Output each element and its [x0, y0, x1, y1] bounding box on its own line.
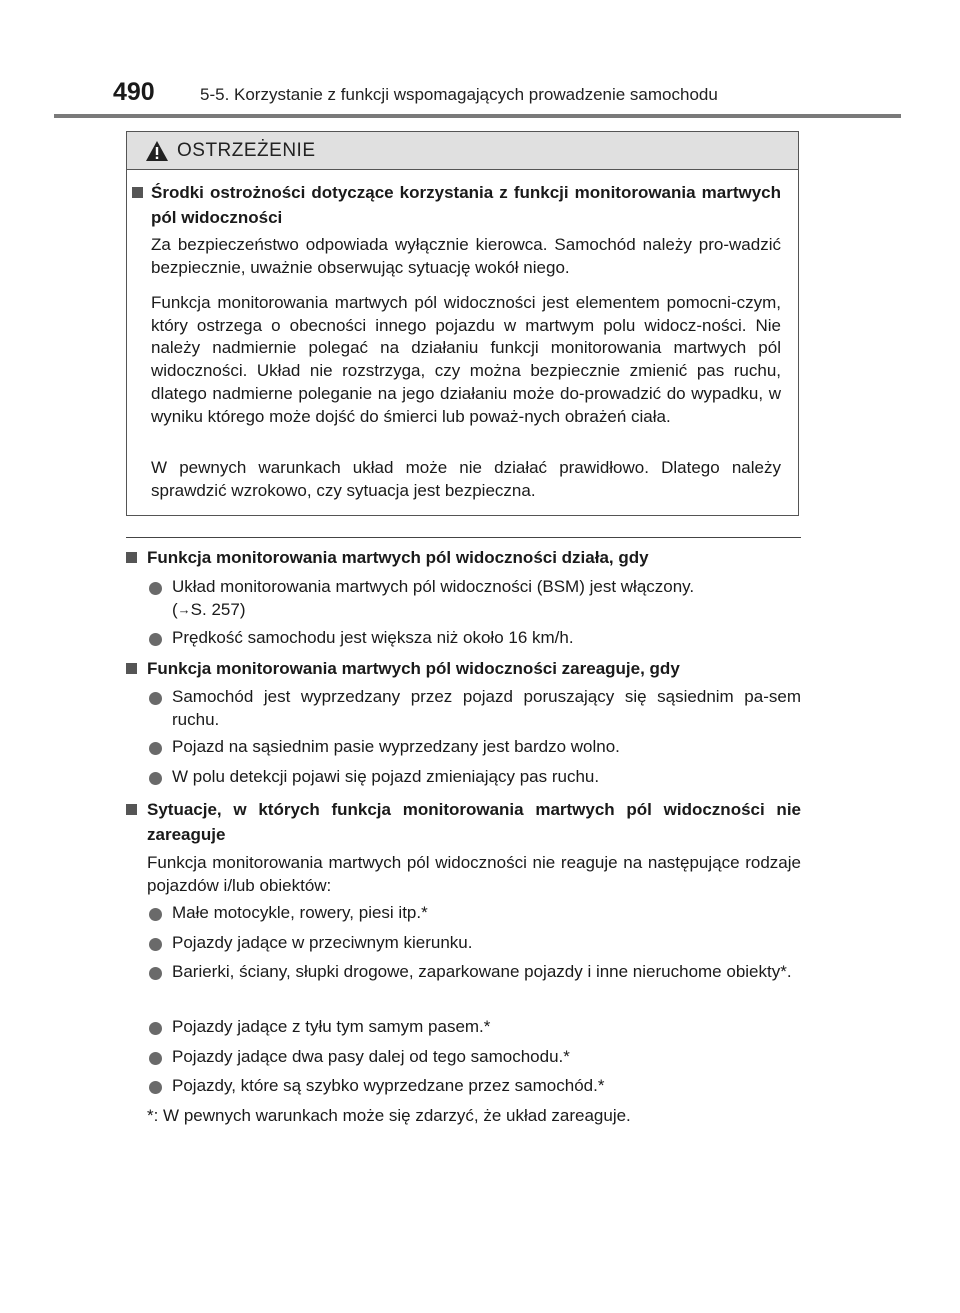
warning-triangle-icon — [145, 140, 169, 162]
list-item: Samochód jest wyprzedzany przez pojazd poruszający się sąsiednim pa-sem ruchu. — [172, 687, 801, 729]
round-bullet-icon — [149, 1081, 162, 1094]
page-header — [0, 0, 960, 120]
round-bullet-icon — [149, 633, 162, 646]
ref-open: ( — [172, 599, 178, 619]
list-item — [172, 576, 801, 621]
list-item: Małe motocykle, rowery, piesi itp.* — [172, 903, 428, 922]
page-reference: S. 257) — [190, 599, 246, 619]
warning-header — [127, 132, 798, 170]
list-item: Barierki, ściany, słupki drogowe, zaparkowane pojazdy i inne nieruchome obiekty*. — [172, 962, 792, 981]
round-bullet-icon — [149, 772, 162, 785]
warning-heading: Środki ostrożności dotyczące korzystania z funkcji monitorowania martwych pól widoczności — [151, 183, 781, 227]
section-intro: Funkcja monitorowania martwych pól widoczności nie reaguje na następujące rodzaje pojazdów i/lub obiektów: — [147, 853, 801, 895]
warning-paragraph: Funkcja monitorowania martwych pól widoczności jest elementem pomocni-czym, który ostrzega o obecności innego pojazdu w martwym polu widocz-ności. Nie należy nadmiernie polegać na działaniu funkcji monitorowania martwych pól widoczności. Układ nie rozstrzyga, czy można bezpiecznie zmienić pas ruchu, dlatego nadmierne poleganie na jego działaniu może do-prowadzić do wypadku, w wyniku którego może dojść do śmierci lub poważ-nych obrażeń ciała. — [151, 293, 781, 426]
section-title: 5-5. Korzystanie z funkcji wspomagających prowadzenie samochodu — [200, 85, 718, 104]
square-bullet-icon — [126, 552, 137, 563]
square-bullet-icon — [132, 187, 143, 198]
round-bullet-icon — [149, 742, 162, 755]
round-bullet-icon — [149, 967, 162, 980]
warning-title: OSTRZEŻENIE — [177, 139, 316, 161]
page-number: 490 — [113, 78, 155, 106]
list-item: Pojazdy jadące z tyłu tym samym pasem.* — [172, 1017, 491, 1036]
round-bullet-icon — [149, 692, 162, 705]
round-bullet-icon — [149, 1052, 162, 1065]
square-bullet-icon — [126, 663, 137, 674]
header-divider — [54, 114, 901, 118]
square-bullet-icon — [126, 804, 137, 815]
round-bullet-icon — [149, 938, 162, 951]
list-item: Pojazdy, które są szybko wyprzedzane przez samochód.* — [172, 1076, 605, 1095]
warning-box — [126, 131, 799, 516]
list-item: Pojazdy jadące dwa pasy dalej od tego samochodu.* — [172, 1047, 570, 1066]
list-item: Pojazdy jadące w przeciwnym kierunku. — [172, 933, 473, 952]
section-heading: Funkcja monitorowania martwych pól widoczności działa, gdy — [147, 548, 649, 567]
section-heading: Funkcja monitorowania martwych pól widoczności zareaguje, gdy — [147, 659, 680, 678]
list-item-text: Układ monitorowania martwych pól widoczności (BSM) jest włączony. — [172, 577, 695, 596]
list-item: Pojazd na sąsiednim pasie wyprzedzany jest bardzo wolno. — [172, 737, 620, 756]
warning-paragraph: Za bezpieczeństwo odpowiada wyłącznie kierowca. Samochód należy pro-wadzić bezpiecznie, uważnie obserwując sytuację wokół niego. — [151, 235, 781, 277]
section-divider — [126, 537, 801, 538]
round-bullet-icon — [149, 582, 162, 595]
footnote: *: W pewnych warunkach może się zdarzyć, że układ zareaguje. — [147, 1106, 631, 1125]
round-bullet-icon — [149, 908, 162, 921]
arrow-right-icon: → — [177, 601, 191, 617]
warning-paragraph: W pewnych warunkach układ może nie działać prawidłowo. Dlatego należy sprawdzić wzrokowo, czy sytuacja jest bezpieczna. — [151, 458, 781, 500]
list-item: W polu detekcji pojawi się pojazd zmieniający pas ruchu. — [172, 767, 600, 786]
round-bullet-icon — [149, 1022, 162, 1035]
list-item: Prędkość samochodu jest większa niż około 16 km/h. — [172, 628, 574, 647]
section-heading: Sytuacje, w których funkcja monitorowania martwych pól widoczności nie zareaguje — [147, 800, 801, 844]
